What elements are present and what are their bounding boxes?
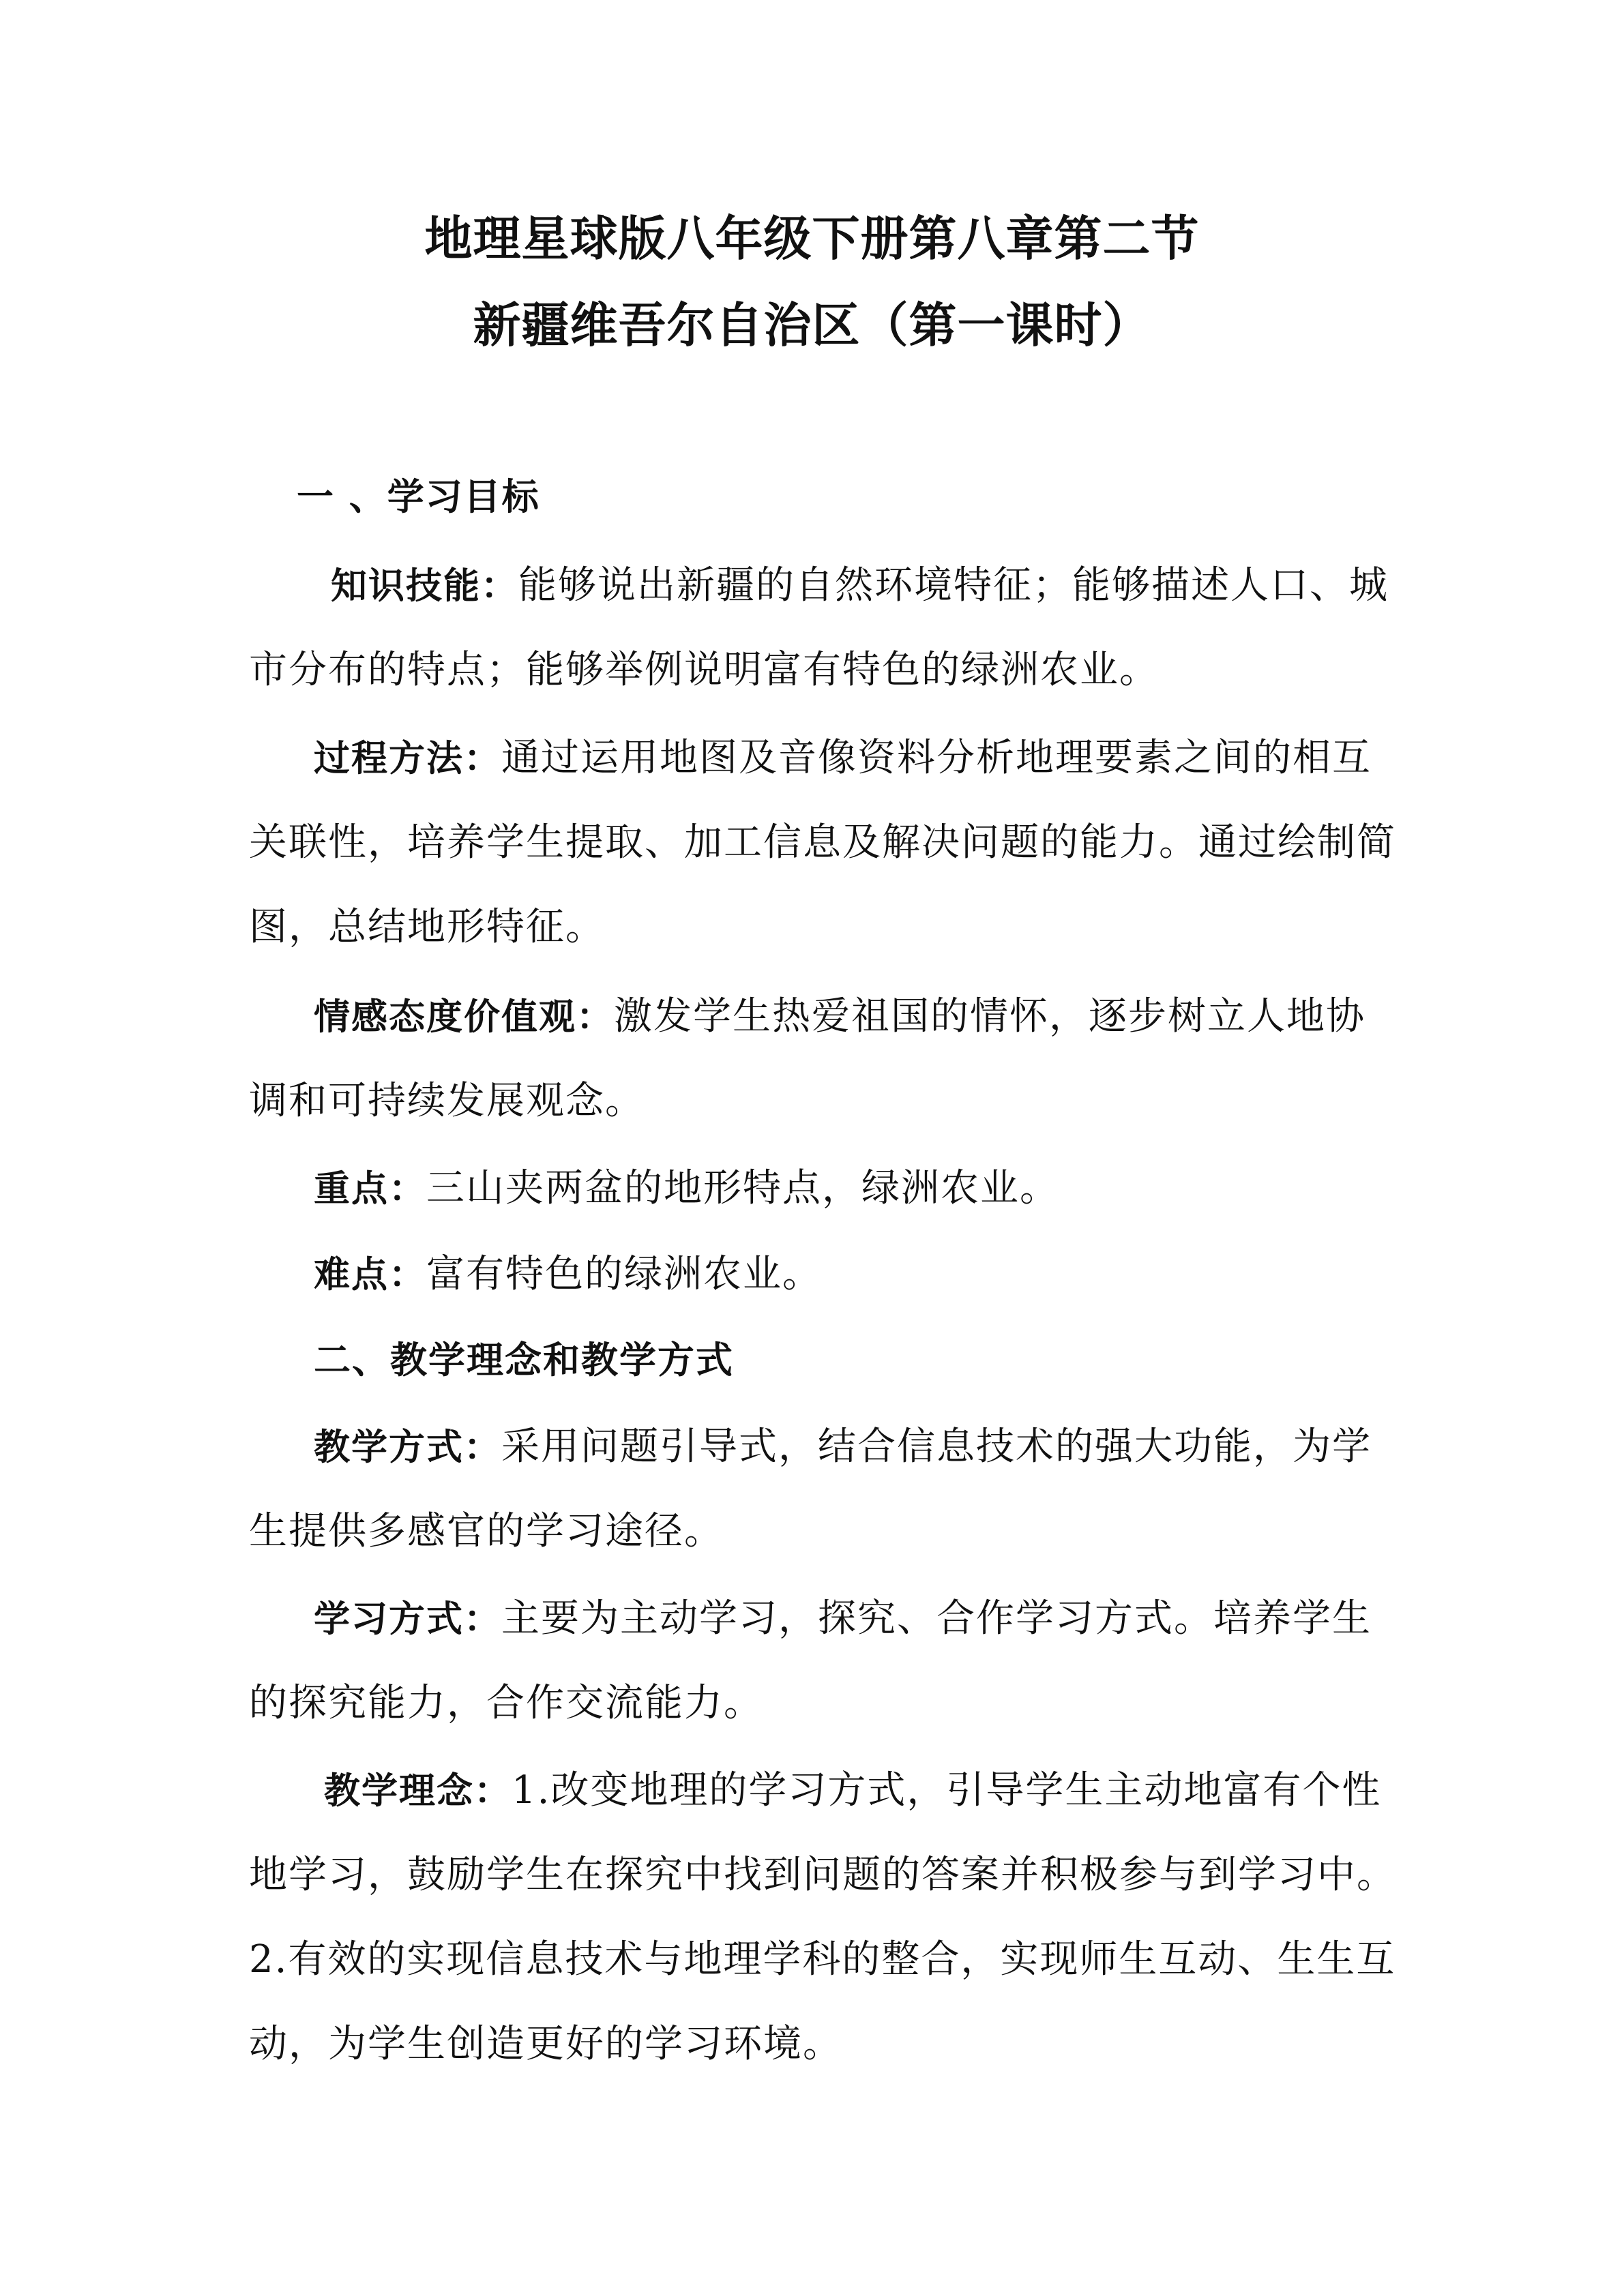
knowledge-text-1: 能够说出新疆的自然环境特征；能够描述人口、城 bbox=[518, 563, 1389, 608]
teaching-concept-line1 bbox=[324, 1767, 1381, 1815]
teaching-method-label: 教学方式： bbox=[314, 1427, 501, 1468]
emotion-label: 情感态度价值观： bbox=[314, 996, 614, 1038]
difficulty-line bbox=[314, 1251, 822, 1299]
teaching-concept-line2: 地学习，鼓励学生在探究中找到问题的答案并积极参与到学习中。 bbox=[249, 1853, 1396, 1897]
learning-method-text-1: 主要为主动学习，探究、合作学习方式。培养学生 bbox=[501, 1596, 1372, 1641]
process-paragraph-line3: 图，总结地形特征。 bbox=[249, 905, 605, 949]
knowledge-paragraph-line1 bbox=[331, 562, 1389, 610]
teaching-concept-line4: 动，为学生创造更好的学习环境。 bbox=[249, 2022, 842, 2066]
difficulty-text: 富有特色的绿洲农业。 bbox=[426, 1252, 822, 1296]
key-point-line bbox=[314, 1165, 1059, 1213]
emotion-paragraph-line1 bbox=[314, 993, 1365, 1041]
section2-heading: 二、教学理念和教学方式 bbox=[314, 1339, 734, 1382]
document-title-line2: 新疆维吾尔自治区（第一课时） bbox=[473, 297, 1151, 353]
process-text-1: 通过运用地图及音像资料分析地理要素之间的相互 bbox=[501, 736, 1372, 780]
teaching-concept-line3: 2.有效的实现信息技术与地理学科的整合，实现师生互动、生生互 bbox=[249, 1937, 1396, 1982]
key-point-text: 三山夹两盆的地形特点，绿洲农业。 bbox=[426, 1166, 1059, 1210]
teaching-method-line2: 生提供多感官的学习途径。 bbox=[249, 1509, 724, 1553]
emotion-text-1: 激发学生热爱祖国的情怀，逐步树立人地协 bbox=[614, 994, 1365, 1039]
learning-method-line1 bbox=[314, 1595, 1372, 1643]
teaching-concept-label: 教学理念： bbox=[324, 1770, 512, 1812]
teaching-concept-text-1: 1.改变地理的学习方式，引导学生主动地富有个性 bbox=[512, 1768, 1382, 1813]
document-title-line1: 地理星球版八年级下册第八章第二节 bbox=[424, 211, 1200, 267]
learning-method-label: 学习方式： bbox=[314, 1598, 501, 1640]
teaching-method-text-1: 采用问题引导式，结合信息技术的强大功能，为学 bbox=[501, 1425, 1372, 1469]
key-point-label: 重点： bbox=[314, 1168, 426, 1210]
knowledge-paragraph-line2: 市分布的特点；能够举例说明富有特色的绿洲农业。 bbox=[249, 648, 1159, 692]
process-paragraph-line1 bbox=[314, 734, 1372, 783]
difficulty-label: 难点： bbox=[314, 1254, 426, 1296]
knowledge-label: 知识技能： bbox=[331, 565, 518, 607]
emotion-paragraph-line2: 调和可持续发展观念。 bbox=[249, 1079, 645, 1123]
teaching-method-line1 bbox=[314, 1423, 1372, 1472]
process-label: 过程方法： bbox=[314, 738, 501, 779]
process-paragraph-line2: 关联性，培养学生提取、加工信息及解决问题的能力。通过绘制简 bbox=[249, 820, 1396, 865]
learning-method-line2: 的探究能力，合作交流能力。 bbox=[249, 1681, 763, 1725]
section1-heading: 一 、学习目标 bbox=[297, 475, 540, 518]
